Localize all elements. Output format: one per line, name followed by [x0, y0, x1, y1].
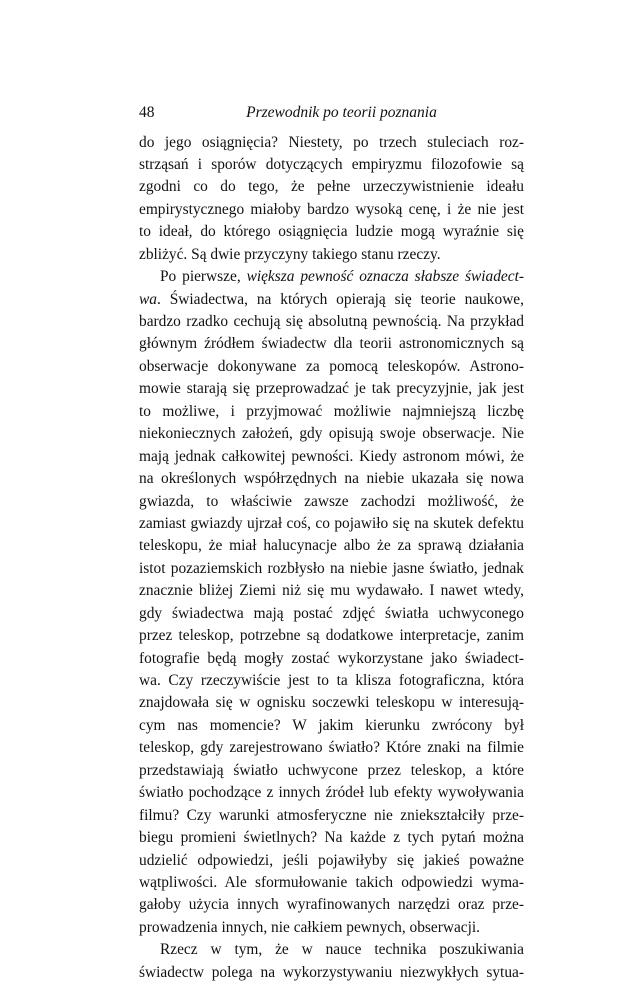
emphasized-text: większa pewność oznacza słabsze świadect-: [247, 268, 524, 285]
text-line: teleskopu, że miał halucynacje albo że za sprawą działania: [139, 535, 524, 557]
text-line: fotografie będą mogły zostać wykorzystane jako świadect-: [139, 648, 524, 670]
text-line: przez teleskop, potrzebne są dodatkowe interpretacje, zanim: [139, 625, 524, 647]
text-run: Po pierwsze,: [160, 268, 247, 285]
text-line: gdy świadectwa mają postać zdjęć światła uchwyconego: [139, 603, 524, 625]
text-line: światło pochodzące z innych źródeł lub efekty wywoływania: [139, 782, 524, 804]
page-number: 48: [139, 104, 155, 122]
text-line: na określonych współrzędnych na niebie ukazała się nowa: [139, 468, 524, 490]
text-line: zgodni co do tego, że pełne urzeczywistnienie ideału: [139, 176, 524, 198]
text-line: Rzecz w tym, że w nauce technika poszukiwania: [139, 939, 524, 961]
text-line: wa. Czy rzeczywiście jest to ta klisza fotograficzna, która: [139, 670, 524, 692]
body-text: [139, 132, 524, 984]
text-line: zamiast gwiazdy ujrzał coś, co pojawiło się na skutek defektu: [139, 513, 524, 535]
text-line: filmu? Czy warunki atmosferyczne nie zniekształciły prze-: [139, 805, 524, 827]
text-line: zbliżyć. Są dwie przyczyny takiego stanu rzeczy.: [139, 244, 524, 266]
text-line: niekoniecznych założeń, gdy opisują swoje obserwacje. Nie: [139, 423, 524, 445]
text-line: mają jednak całkowitej pewności. Kiedy astronom mówi, że: [139, 446, 524, 468]
text-line: do jego osiągnięcia? Niestety, po trzech stuleciach roz-: [139, 132, 524, 154]
text-line: gałoby użycia innych wyrafinowanych narzędzi oraz prze-: [139, 894, 524, 916]
text-line: udzielić odpowiedzi, jeśli pojawiłyby się jakieś poważne: [139, 850, 524, 872]
text-line: obserwacje dokonywane za pomocą teleskopów. Astrono-: [139, 356, 524, 378]
text-line: gwiazda, to właściwie zawsze zachodzi możliwość, że: [139, 491, 524, 513]
text-line: biegu promieni świetlnych? Na każde z tych pytań można: [139, 827, 524, 849]
text-line: istot pozaziemskich rozbłysło na niebie jasne światło, jednak: [139, 558, 524, 580]
running-title: Przewodnik po teorii poznania: [139, 104, 524, 122]
text-line: to możliwe, i przyjmować możliwie najmniejszą liczbę: [139, 401, 524, 423]
text-line: bardzo rzadko cechują się absolutną pewnością. Na przykład: [139, 311, 524, 333]
text-line: przedstawiają światło uchwycone przez teleskop, a które: [139, 760, 524, 782]
text-run: . Świadectwa, na których opierają się teorie naukowe,: [157, 291, 524, 308]
text-line: to ideał, do którego osiągnięcia ludzie mogą wyraźnie się: [139, 221, 524, 243]
text-line: głównym źródłem świadectw dla teorii astronomicznych są: [139, 333, 524, 355]
text-line: empirystycznego miałoby bardzo wysoką cenę, i że nie jest: [139, 199, 524, 221]
text-line: [139, 289, 524, 311]
emphasized-text: wa: [139, 291, 157, 308]
text-line: [139, 266, 524, 288]
text-line: świadectw polega na wykorzystywaniu niezwykłych sytua-: [139, 962, 524, 984]
text-line: znacznie bliżej Ziemi niż się mu wydawało. I nawet wtedy,: [139, 580, 524, 602]
text-line: mowie starają się przeprowadzać je tak precyzyjnie, jak jest: [139, 378, 524, 400]
text-line: wątpliwości. Ale sformułowanie takich odpowiedzi wyma-: [139, 872, 524, 894]
running-head: [139, 104, 524, 126]
text-line: cym nas momencie? W jakim kierunku zwrócony był: [139, 715, 524, 737]
text-line: strząsań i sporów dotyczących empiryzmu filozofowie są: [139, 154, 524, 176]
text-line: prowadzenia innych, nie całkiem pewnych, obserwacji.: [139, 917, 524, 939]
text-line: teleskop, gdy zarejestrowano światło? Które znaki na filmie: [139, 737, 524, 759]
text-line: znajdowała się w ognisku soczewki teleskopu w interesują-: [139, 692, 524, 714]
